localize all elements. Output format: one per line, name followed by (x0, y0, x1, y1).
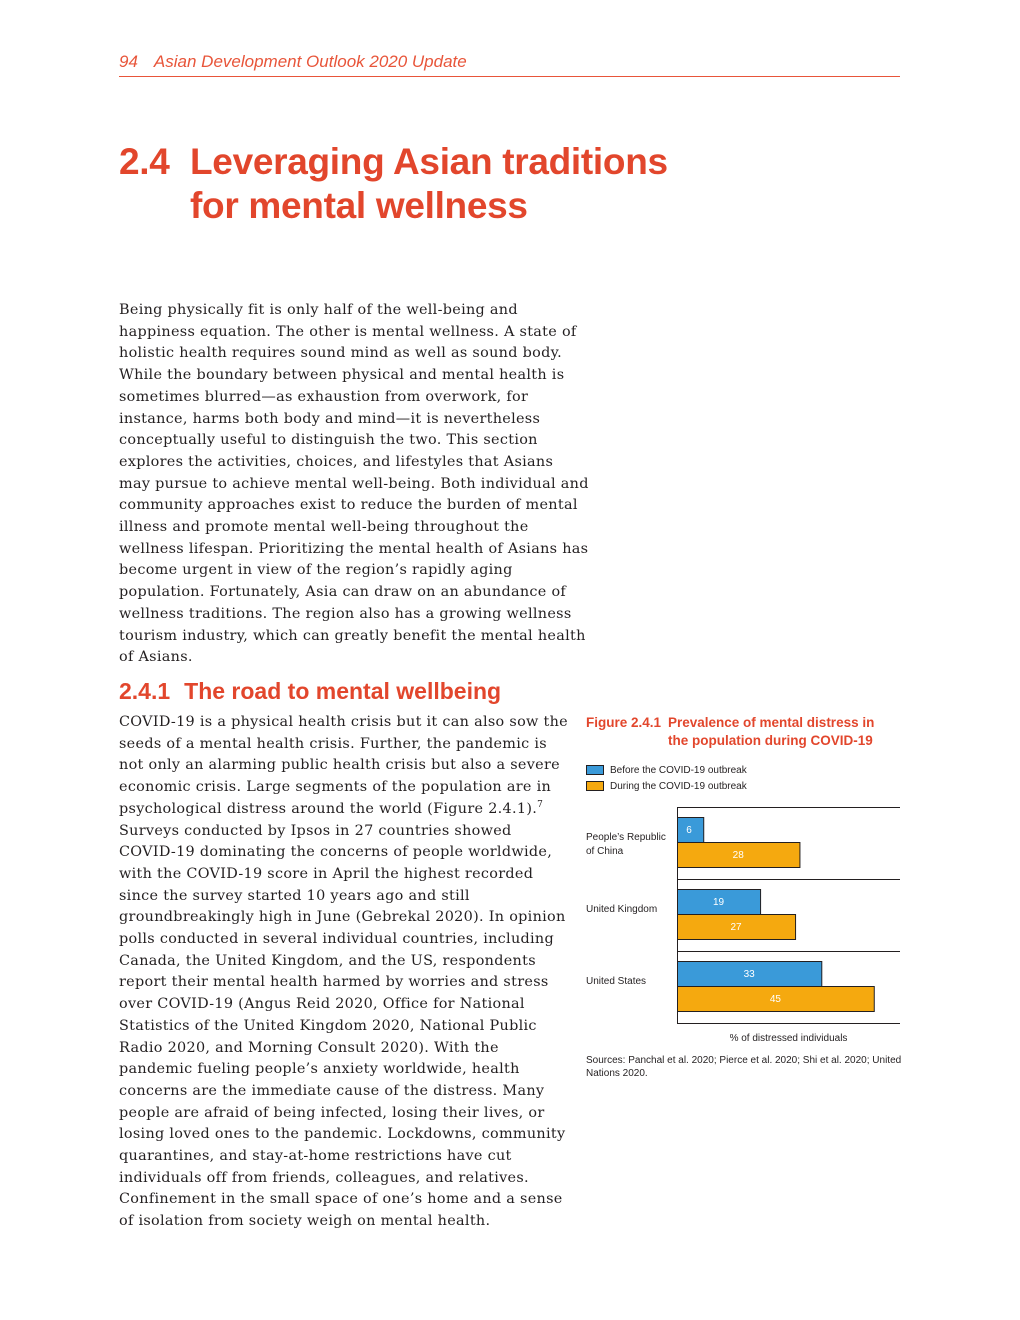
category-label: United States (586, 976, 647, 987)
legend-item-during (586, 778, 747, 794)
section-title-line1: Leveraging Asian traditions (190, 141, 668, 182)
data-label: 27 (730, 922, 742, 933)
figure-2-4-1 (586, 712, 902, 1079)
section-number: 2.4 (119, 141, 170, 182)
data-label: 28 (732, 850, 744, 861)
section-title (119, 140, 739, 228)
legend-swatch-before (586, 765, 604, 775)
body-paragraph (119, 712, 571, 1233)
figure-source: Sources: Panchal et al. 2020; Pierce et al. 2020; Shi et al. 2020; United Nations 2020. (586, 1055, 902, 1079)
subsection-heading (119, 678, 501, 705)
subsection-title: The road to mental wellbeing (184, 678, 502, 704)
data-label: 6 (686, 825, 692, 836)
category-label: People’s Republic of China (586, 832, 666, 857)
publication-title: Asian Development Outlook 2020 Update (153, 52, 467, 71)
figure-label: Figure 2.4.1 (586, 715, 662, 730)
data-label: 33 (743, 969, 755, 980)
legend-swatch-during (586, 781, 604, 791)
legend-label-before: Before the COVID-19 outbreak (610, 764, 747, 776)
legend-label-during: During the COVID-19 outbreak (610, 780, 747, 792)
page-number: 94 (119, 52, 138, 71)
figure-title (586, 712, 902, 756)
body-text (119, 712, 571, 1233)
section-title-line2: for mental wellness (190, 185, 528, 226)
body-text-part1: COVID-19 is a physical health crisis but it can also sow the seeds of a mental health crisis. Further, the pandemic is not only an alarming public health crisis but also a severe economic crisis. Large segments of the population are in psychological distress around the world (Figure 2.4.1). (119, 714, 568, 817)
bar-chart (586, 807, 902, 1047)
running-head (119, 52, 900, 77)
x-axis-label: % of distressed individuals (729, 1033, 848, 1044)
chart-legend (586, 762, 747, 794)
intro-paragraph: Being physically fit is only half of the well-being and happiness equation. The other is mental wellness. A state of holistic health requires sound mind as well as sound body. While the boundary between physical and mental health is sometimes blurred—as exhaustion from overwork, for instance, harms both body and mind—it is nevertheless conceptually useful to distinguish the two. This section explores the activities, choices, and lifestyles that Asians may pursue to achieve mental well-being. Both individual and community approaches exist to reduce the burden of mental illness and promote mental well-being throughout the wellness lifespan. Prioritizing the mental health of Asians has become urgent in view of the region’s rapidly aging population. Fortunately, Asia can draw on an abundance of wellness traditions. The region also has a growing wellness tourism industry, which can greatly benefit the mental health of Asians. (119, 302, 589, 666)
body-text-part2: Surveys conducted by Ipsos in 27 countries showed COVID-19 dominating the concerns of people worldwide, with the COVID-19 score in April the highest recorded since the survey started 10 years ago and still groundbreakingly high in June (Gebrekal 2020). In opinion polls conducted in several individual countries, including Canada, the United Kingdom, and the US, respondents report their mental health harmed by worries and stress over COVID-19 (Angus Reid 2020, Office for National Statistics of the United Kingdom 2020, National Public Radio 2020, and Morning Consult 2020). With the pandemic fueling people’s anxiety worldwide, health concerns are the immediate cause of the distress. Many people are afraid of being infected, losing their lives, or losing loved ones to the pandemic. Lockdowns, community quarantines, and stay-at-home restrictions have cut individuals off from friends, colleagues, and relatives. Confinement in the small space of one’s home and a sense of isolation from society weigh on mental health. (119, 822, 566, 1230)
figure-title-text: Prevalence of mental distress in the population during COVID-19 (668, 715, 875, 748)
footnote-reference: 7 (537, 800, 544, 811)
data-label: 45 (769, 994, 781, 1005)
legend-item-before (586, 762, 747, 778)
data-label: 19 (712, 897, 725, 908)
category-label: United Kingdom (586, 904, 658, 915)
intro-paragraph-block (119, 300, 589, 669)
subsection-number: 2.4.1 (119, 678, 171, 704)
